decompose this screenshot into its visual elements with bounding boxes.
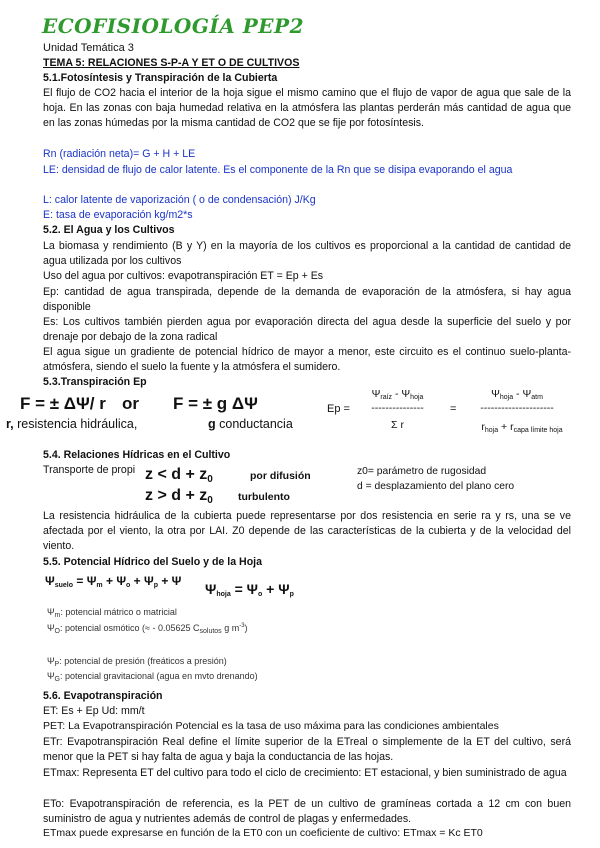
- section-5-2-p2: Uso del agua por cultivos: evapotranspiración ET = Ep + Es: [43, 270, 324, 282]
- section-5-1-heading: 5.1.Fotosíntesis y Transpiración de la Cubierta: [43, 72, 278, 84]
- flux-conductance-equation: F = ± g ΔΨ: [173, 394, 258, 413]
- ep-fraction-bar-2: ---------------------: [480, 402, 554, 414]
- resistance-legend: [6, 417, 137, 431]
- ep-denominator-2: $r_{hoja} + r_{capa límite hoja}$: [481, 421, 563, 434]
- section-5-1-paragraph: El flujo de CO2 hacia el interior de la hoja sigue el mismo camino que el flujo de vapor de agua que sale de la hoja. En las zonas con baja humedad relativa en la atmósfera las plantas perderán más cantidad de agua que en las zonas húmedas por la misma cantidad de CO2 que se fije por fotosíntesis.: [43, 87, 571, 130]
- section-5-4-heading: 5.4. Relaciones Hídricas en el Cultivo: [43, 449, 231, 461]
- eto-definition: ETo: Evapotranspiración de referencia, es la PET de un cultivo de gramíneas cortada a 12 cm con buen suministro de agua y nutrientes además de control de plagas y enfermedades.: [43, 798, 571, 826]
- document-title: ECOFISIOLOGÍA PEP2: [42, 14, 304, 38]
- soil-water-potential-equation: $\Psi_{suelo} = \Psi_m + \Psi_o + \Psi_p + \Psi$: [45, 574, 182, 589]
- conductance-legend: [208, 417, 293, 431]
- matric-potential: $\Psi_m$: potencial mátrico o matricial: [47, 607, 177, 619]
- psi-atm: $\Psi_{atm}$: [522, 388, 543, 401]
- gravitational-potential: $\Psi_G$: potencial gravitacional (agua en mvto drenando): [47, 671, 258, 683]
- psi-hoja-2: $\Psi_{hoja}$: [491, 388, 514, 401]
- diffusion-label: por difusión: [250, 470, 311, 482]
- section-5-2-p5: El agua sigue un gradiente de potencial hídrico de mayor a menor, este circuito es el continuo suelo-planta-atmósfera, siendo el suelo la fuente y la atmósfera el sumidero.: [43, 346, 571, 374]
- section-5-2-p1: La biomasa y rendimiento (B y Y) en la mayoría de los cultivos es proporcional a la cantidad de cantidad de agua utilizada por los cultivos: [43, 240, 571, 268]
- equals-sign: =: [450, 403, 457, 415]
- ep-fraction-bar-1: ---------------: [371, 402, 424, 414]
- section-5-6-heading: 5.6. Evapotranspiración: [43, 690, 163, 702]
- turbulent-label: turbulento: [238, 491, 290, 503]
- or-label: or: [122, 394, 139, 413]
- r-description: resistencia hidráulica,: [13, 417, 138, 431]
- section-5-2-heading: 5.2. El Agua y los Cultivos: [43, 224, 175, 236]
- pet-definition: PET: La Evapotranspiración Potencial es la tasa de uso máxima para las condiciones ambientales: [43, 720, 499, 732]
- ep-label: Ep =: [327, 403, 350, 415]
- flux-resistance-equation: F = ± ΔΨ/ r: [20, 394, 106, 413]
- unit-label: Unidad Temática 3: [43, 42, 134, 54]
- section-5-2-p4: Es: Los cultivos también pierden agua por evaporación directa del agua desde la superficie del suelo y por drenaje por debajo de la zona radical: [43, 316, 571, 344]
- osmotic-potential: $\Psi_O$: potencial osmótico (≈ - 0.05625 $C_{solutos}$ g $m^{-3}$): [47, 623, 248, 635]
- psi-hoja: $\Psi_{hoja}$: [401, 388, 424, 401]
- r-symbol: r,: [6, 417, 14, 431]
- z0-definition: z0= parámetro de rugosidad: [357, 466, 487, 477]
- ep-numerator-1: $\Psi_{raíz} - \Psi_{hoja}$: [371, 388, 424, 401]
- l-definition: L: calor latente de vaporización ( o de condensación) J/Kg: [43, 194, 316, 206]
- diffusion-inequality: z < d + z0: [145, 466, 213, 485]
- etmax-kc-formula: ETmax puede expresarse en función de la ET0 con un coeficiente de cultivo: ETmax = Kc ET0: [43, 827, 483, 839]
- d-definition: d = desplazamiento del plano cero: [357, 481, 515, 492]
- ep-denominator-1: Σ r: [391, 419, 404, 431]
- et-definition: ET: Es + Ep Ud: mm/t: [43, 705, 145, 717]
- psi-raiz: $\Psi_{raíz}$: [371, 388, 393, 401]
- rn-equation: Rn (radiación neta)= G + H + LE: [43, 148, 196, 160]
- section-5-2-p3: Ep: cantidad de agua transpirada, depende de la demanda de evaporación de la atmósfera, si hay agua disponible: [43, 286, 571, 314]
- section-5-3-heading: 5.3.Transpiración Ep: [43, 376, 147, 388]
- g-description: conductancia: [215, 417, 293, 431]
- ep-numerator-2: $\Psi_{hoja} - \Psi_{atm}$: [491, 388, 543, 401]
- le-definition: LE: densidad de flujo de calor latente. Es el componente de la Rn que se disipa evaporando el agua: [43, 164, 513, 176]
- e-definition: E: tasa de evaporación kg/m2*s: [43, 209, 193, 221]
- etr-definition: ETr: Evapotranspiración Real define el límite superior de la ETreal o simplemente de la ET del cultivo, será menor que la PET si hay falta de agua y baja la conductancia de las hojas.: [43, 736, 571, 764]
- transport-label: Transporte de propi: [43, 464, 136, 476]
- section-5-4-paragraph: La resistencia hidráulica de la cubierta puede representarse por dos resistencia en serie ra y rs, una se ve afectada por el viento, la otra por LAI. Z0 depende de las características de la cubierta y de la velocidad del viento.: [43, 510, 571, 553]
- leaf-water-potential-equation: $\Psi_{hoja} = \Psi_o + \Psi_p$: [205, 581, 294, 598]
- topic-heading: TEMA 5: RELACIONES S-P-A Y ET O DE CULTIVOS: [43, 57, 300, 69]
- section-5-5-heading: 5.5. Potencial Hídrico del Suelo y de la Hoja: [43, 556, 263, 568]
- turbulent-inequality: z > d + z0: [145, 487, 213, 506]
- g-symbol: g: [208, 417, 216, 431]
- etmax-definition: ETmax: Representa ET del cultivo para todo el ciclo de crecimiento: ET estacional, y bien suministrado de agua: [43, 767, 567, 779]
- pressure-potential: $\Psi_P$: potencial de presión (freáticos a presión): [47, 656, 227, 668]
